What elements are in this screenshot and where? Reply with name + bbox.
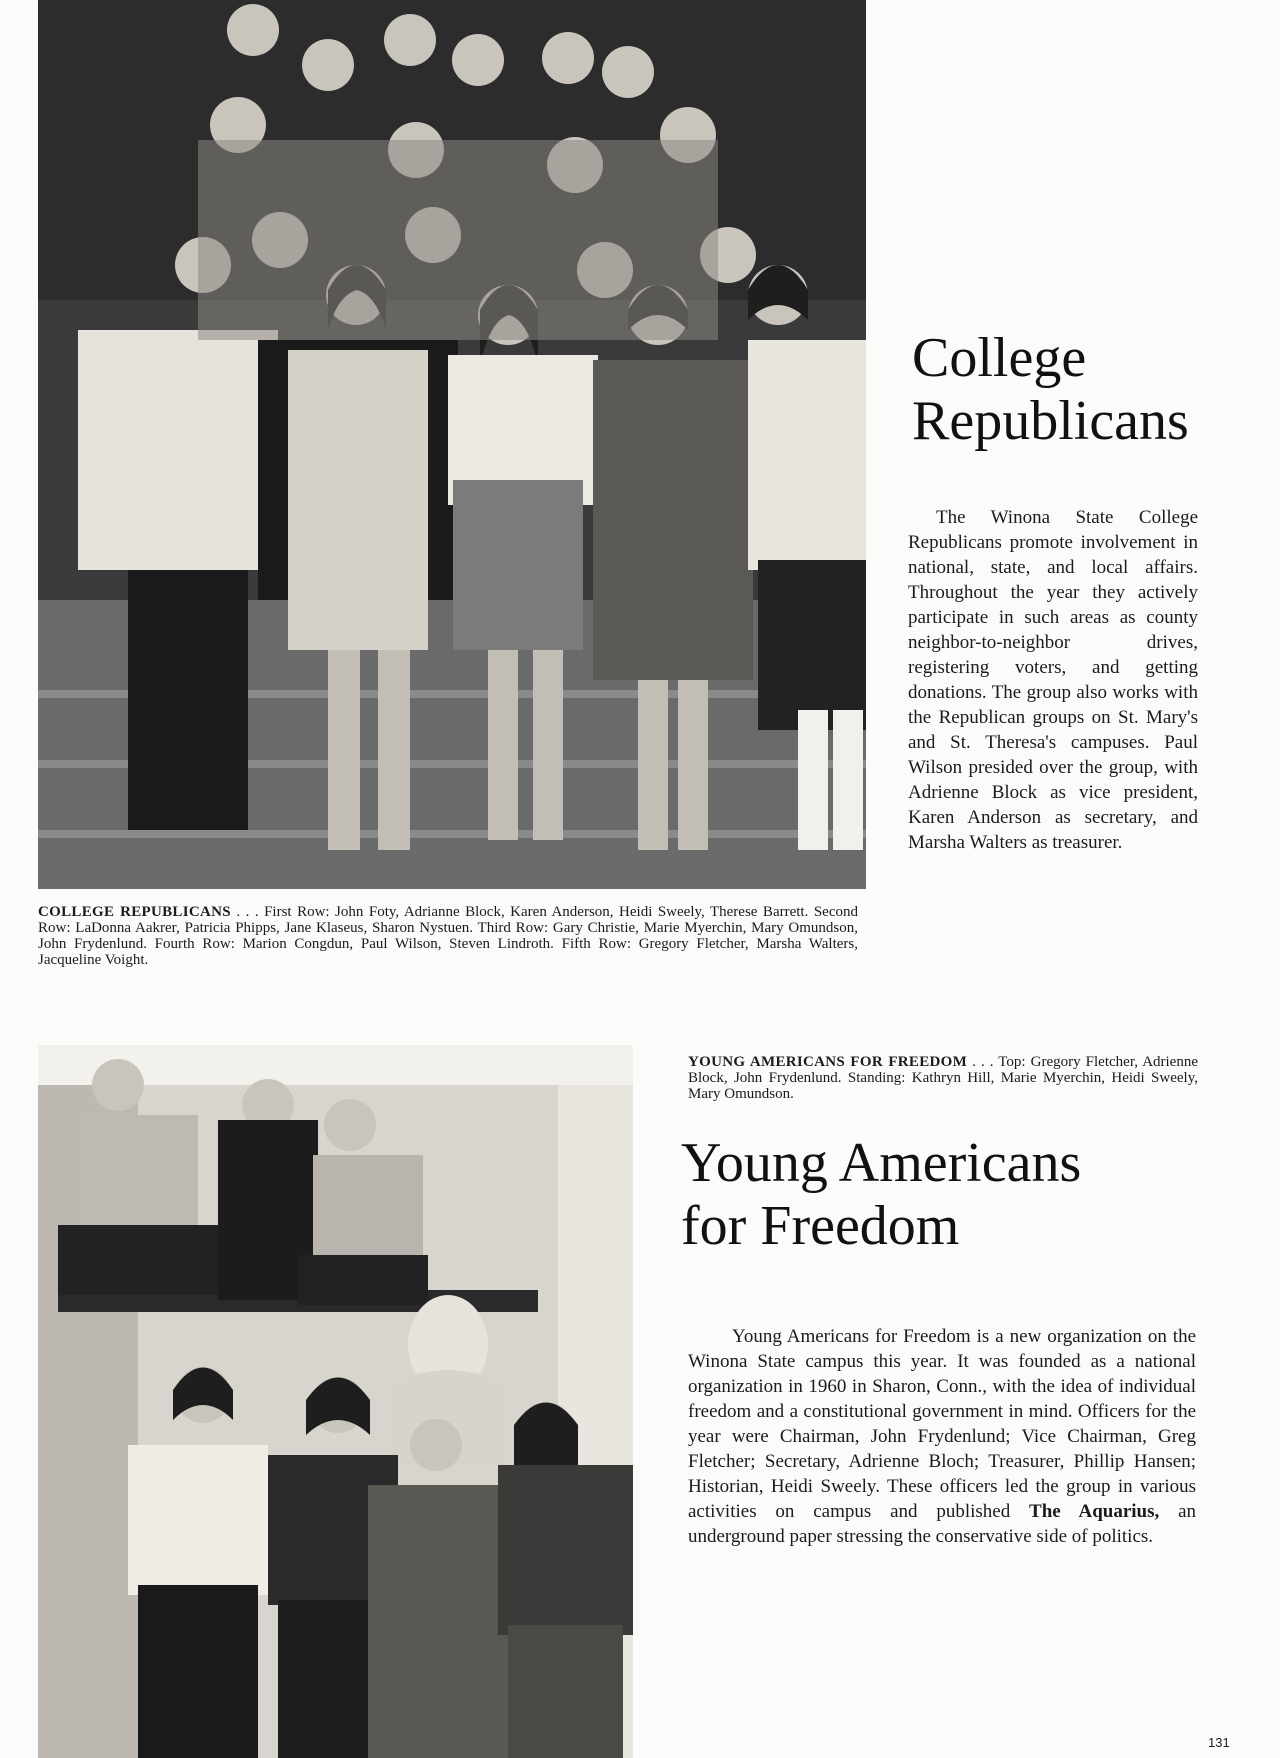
caption-text: . . . First Row: John Foty, Adrianne Block, Karen Anderson, Heidi Sweely, Therese Barrett. Second Row: LaDonna Aakrer, Patricia Phipps, Jane Klaseus, Sharon Nystuen. Third Row: Gary Christie, Marie Myerchin, Mary Omundson, John Frydenlund. Fourth Row: Marion Congdun, Paul Wilson, Steven Lindroth. Fifth Row: Gregory Fletcher, Marsha Walters, Jacqueline Voight.	[38, 904, 858, 968]
young-americans-caption	[688, 1054, 1198, 1102]
young-americans-body	[688, 1324, 1196, 1549]
young-americans-photo	[38, 1045, 633, 1758]
college-republicans-title	[912, 327, 1252, 454]
college-republicans-body: The Winona State College Republicans promote involvement in national, state, and local affairs. Throughout the year they actively participate in such areas as county neighbor-to-neighbor drives, registering voters, and getting donations. The group also works with the Republican groups on St. Mary's and St. Theresa's campuses. Paul Wilson presided over the group, with Adrienne Block as vice president, Karen Anderson as secretary, and Marsha Walters as treasurer.	[908, 507, 1198, 853]
caption-text: . . . Top: Gregory Fletcher, Adrienne Block, John Frydenlund. Standing: Kathryn Hill, Marie Myerchin, Heidi Sweely, Mary Omundson.	[688, 1054, 1199, 1102]
title-line-2: for Freedom	[681, 1195, 960, 1258]
aquarius-title: The Aquarius,	[1029, 1501, 1160, 1522]
body-text-part-1: Young Americans for Freedom is a new organization on the Winona State campus this year. It was founded as a national organization in 1960 in Sharon, Conn., with the idea of individual freedom and a constitutional government in mind. Officers for the year were Chairman, John Frydenlund; Vice Chairman, Greg Fletcher; Secretary, Adrienne Bloch; Treasurer, Phillip Hansen; Historian, Heidi Sweely. These officers led the group in various activities on campus and published	[688, 1326, 1196, 1522]
college-republicans-caption	[38, 904, 858, 968]
page-number: 131	[1208, 1735, 1230, 1750]
caption-lead: COLLEGE REPUBLICANS	[38, 904, 231, 920]
title-line-1: Young Americans	[681, 1132, 1082, 1194]
college-republicans-photo	[38, 0, 866, 889]
caption-lead: YOUNG AMERICANS FOR FREEDOM	[688, 1054, 968, 1070]
title-line-1: College	[912, 327, 1087, 389]
body-text-part-2: an underground paper stressing the conservative side of politics.	[688, 1501, 1196, 1547]
title-line-2: Republicans	[912, 390, 1189, 453]
group-photo-illustration	[38, 1045, 633, 1758]
group-photo-illustration	[38, 0, 866, 889]
young-americans-title	[681, 1132, 1201, 1259]
